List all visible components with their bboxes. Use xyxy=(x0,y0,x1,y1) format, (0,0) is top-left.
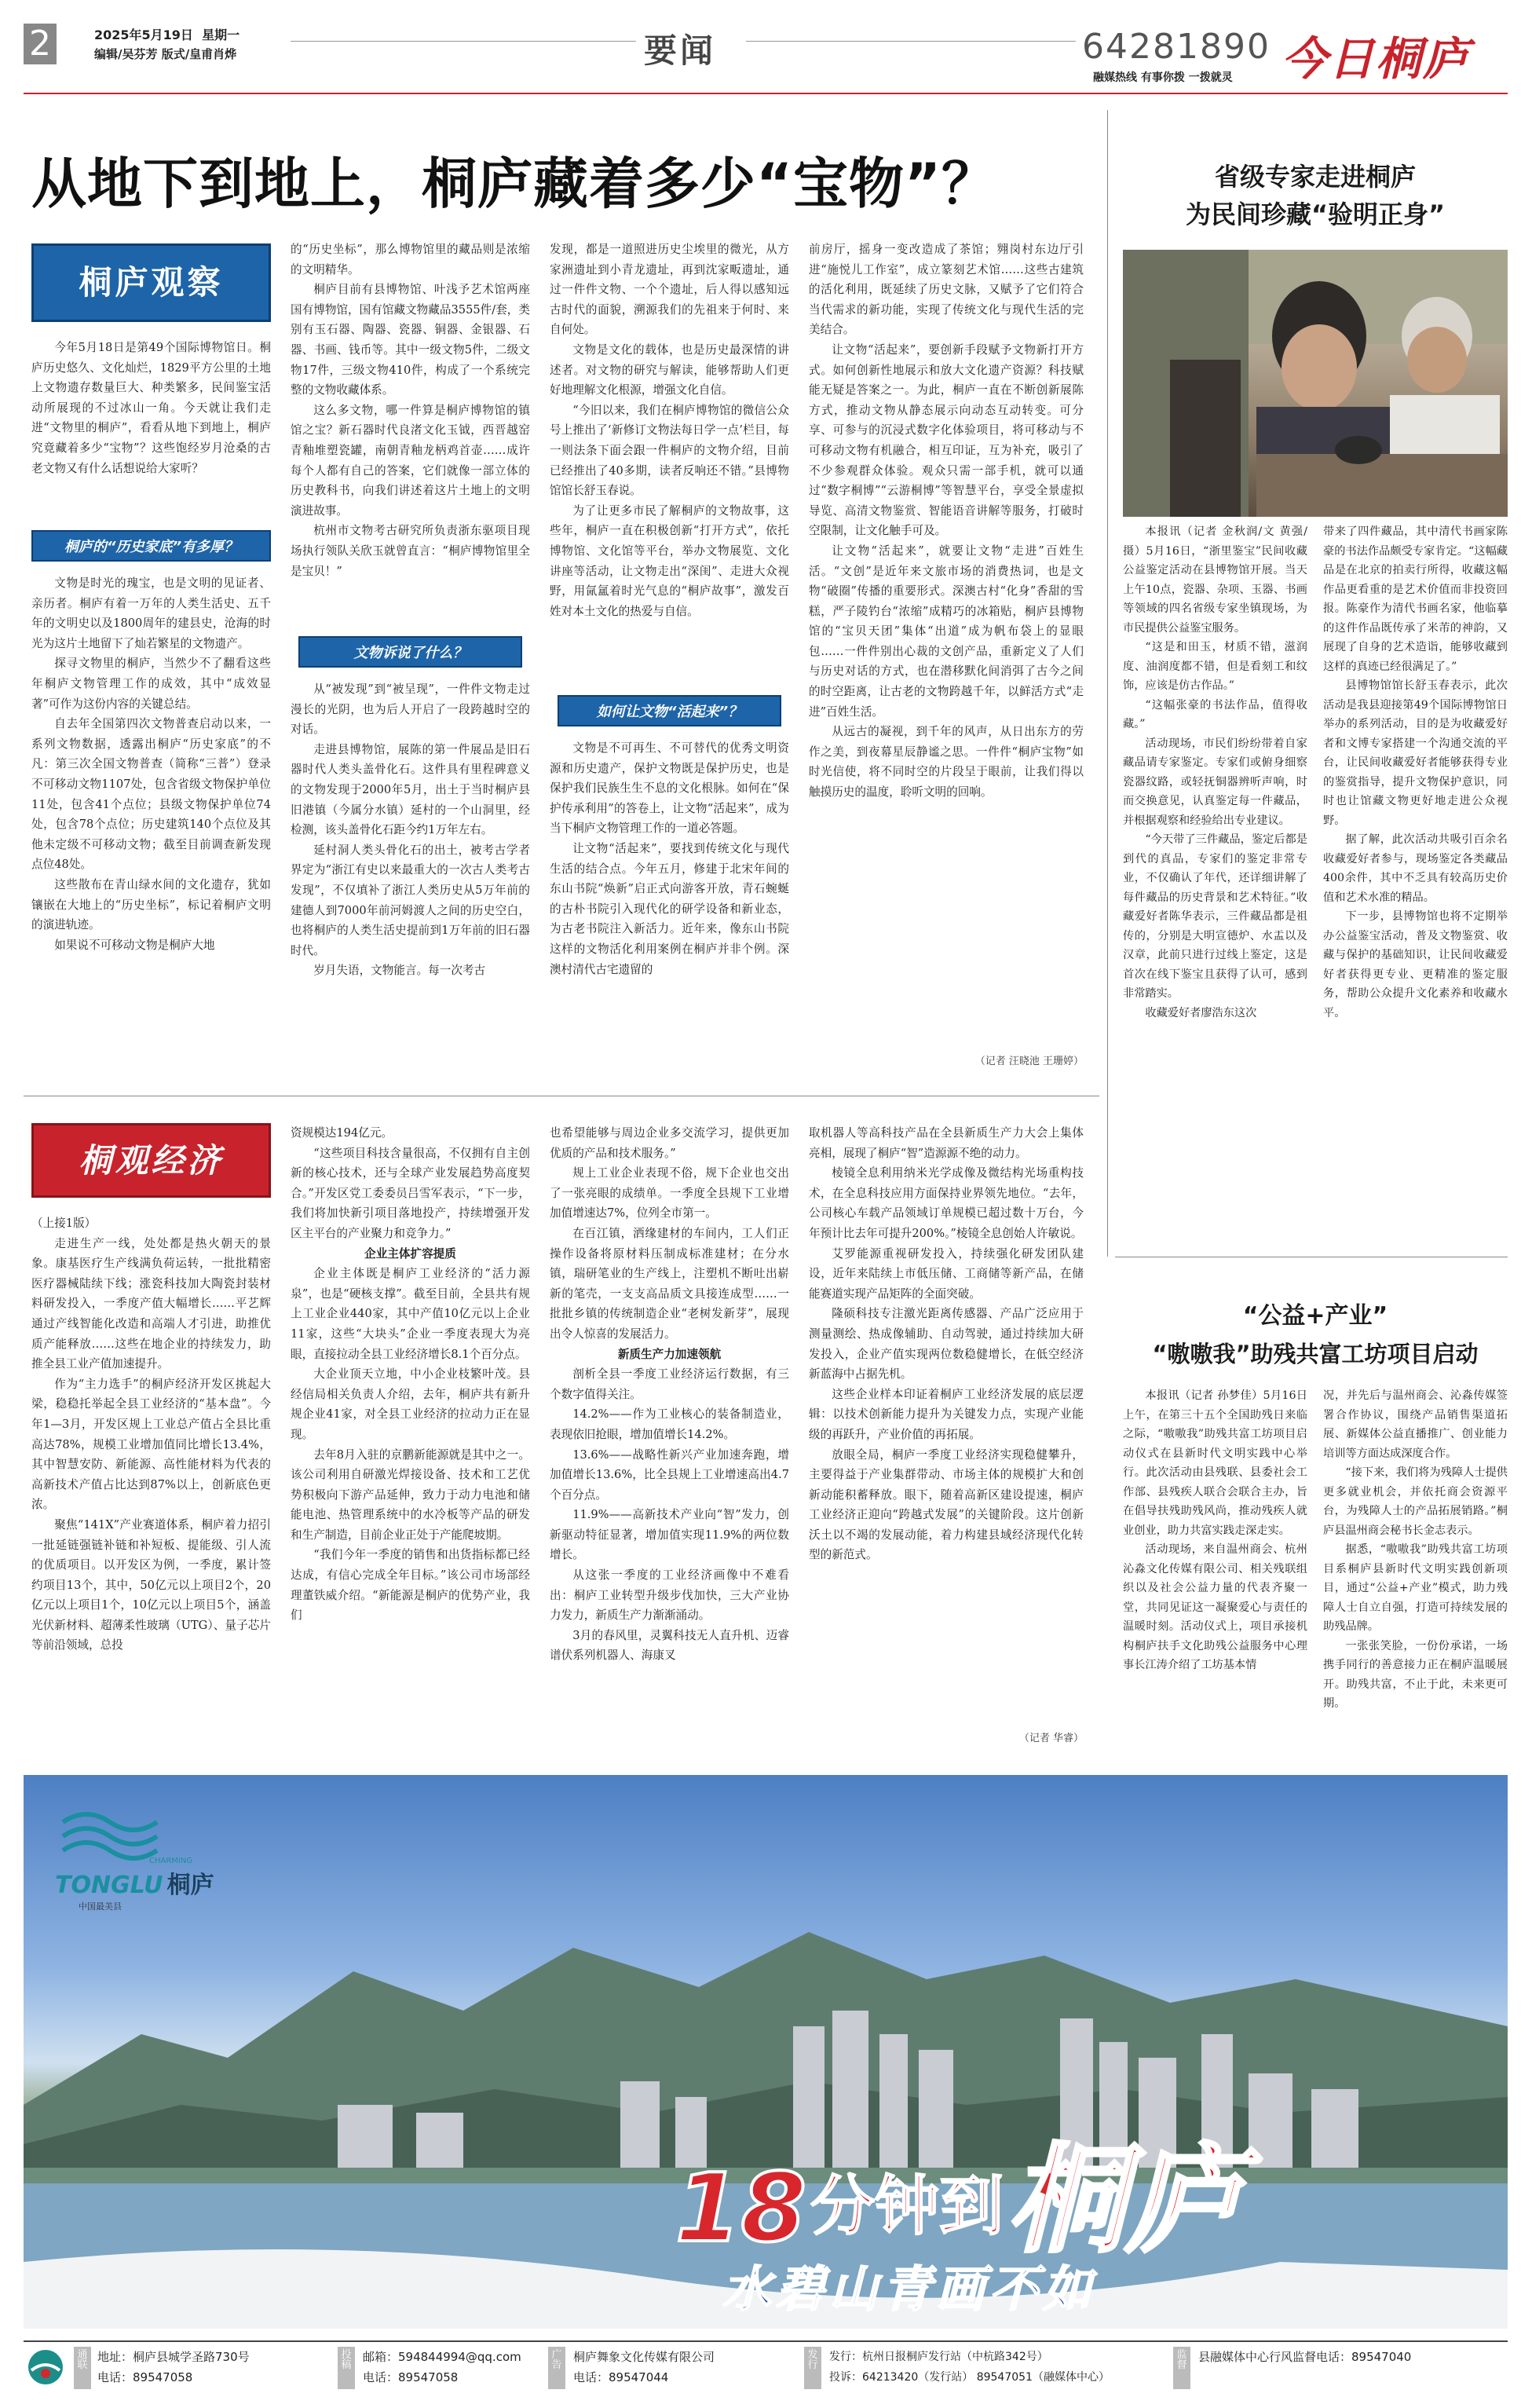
masthead-divider xyxy=(24,93,1508,94)
side1-headline-1: 省级专家走进桐庐 xyxy=(1214,162,1416,192)
lead-subhead-1: 桐庐的“历史家底”有多厚？ xyxy=(31,530,271,562)
econ-col-1: （上接1版） 走进生产一线，处处都是热火朝天的景象。康基医疗生产线满负荷运转，一批批精密医疗器械陆续下线；涨瓷科技加大陶瓷封装材料研发投入，一季度产值大幅增长……平艺辉通过产线智能化改造和高端人才引进，助推优质产能释放……这些在地企业的持续发力，助推全县工业产值加速提升。 作为“主力选手”的桐庐经济开发区挑起大梁，稳稳托举起全县工业经济的“基本盘”。今年1—3月，开发区规上工业总产值占全县比重高达78%，规模工业增加值同比增长13.4%，其中智慧安防、新能源、高性能材料为代表的高新技术产值占比达到87%以上，创新底色更浓。 聚焦“141X”产业赛道体系，桐庐着力招引一批延链强链补链和补短板、提能级、引人流的优质项目。以开发区为例，一季度，累计签约项目13个，其中，50亿元以上项目2个，20亿元以上项目1个，10亿元以上项目5个，涵盖光伏新材料、超薄柔性玻璃（UTG）、量子芯片等前沿领域，总投 xyxy=(31,1217,271,1652)
lead-byline: （记者 汪晓池 王珊婷） xyxy=(974,1056,1084,1067)
footer-phone: 电话：89547058 xyxy=(97,2370,193,2384)
masthead-rule-right xyxy=(746,41,1076,42)
footer-phone-2: 电话：89547058 xyxy=(363,2370,459,2384)
lead-subhead-3: 如何让文物“活起来”？ xyxy=(558,695,781,726)
ad-brand-block xyxy=(55,1806,259,1924)
footer-address: 地址：桐庐县城学圣路730号 xyxy=(97,2350,250,2364)
column-tag-economy: 桐观经济 xyxy=(31,1123,271,1198)
brand-waves-icon xyxy=(55,1806,173,1861)
paper-logo: 今日桐庐 xyxy=(1282,32,1471,86)
ad-brand-tagline: 中国最美县 xyxy=(79,1901,122,1912)
column-divider xyxy=(1107,110,1108,1257)
lead-col-2b: 从“被发现”到“被呈现”，一件件文物走过漫长的光阴，也为后人开启了一段跨越时空的对话。 走进县博物馆，展陈的第一件展品是旧石器时代人类头盖骨化石。这件具有里程碑意义的文物发现于2000年5月，出土于当时桐庐县旧港镇（今属分水镇）延村的一个山洞里，经检测，该头盖骨化石距今约1万年左右。 延村洞人类头骨化石的出土，被考古学者界定为“浙江有史以来最重大的一次古人类考古发现”，不仅填补了浙江人类历史从5万年前的建德人到7000年前河姆渡人之间的历史空白，也将桐庐的人类生活史提前到1万年前的旧石器时代。 岁月失语，文物能言。每一次考古 xyxy=(291,683,530,978)
econ-col-3: 也希望能够与周边企业多交流学习，提供更加优质的产品和技术服务。” 规上工业企业表现不俗，规下企业也交出了一张亮眼的成绩单。一季度全县规下工业增加值增速达7%，位列全市第一。 在百江镇，洒缘建材的车间内，工人们正操作设备将原材料压制成标准建材；在分水镇，瑞研笔业的生产线上，注塑机不断吐出崭新的笔壳，一支支高品质文具接连成型……一批批乡镇的传统制造企业“老树发新芽”，展现出令人惊喜的发展活力。 新质生产力加速领航 剖析全县一季度工业经济运行数据，有三个数字值得关注。 14.2%——作为工业核心的装备制造业，表现依旧抢眼，增加值增长14.2%。 13.6%——战略性新兴产业加速奔跑，增加值增长13.6%，比全县规上工业增速高出4.7个百分点。 11.9%——高新技术产业向“智”发力，创新驱动特征显著，增加值实现11.9%的两位数增长。 从这张一季度的工业经济画像中不难看出：桐庐工业转型升级步伐加快，三大产业协力发力，新质生产力渐渐涌动。 3月的春风里，灵翼科技无人直升机、迈睿谱伏系列机器人、海康叉 xyxy=(550,1126,789,1663)
side2-col-b: 况，并先后与温州商会、沁淼传媒签署合作协议，围绕产品销售渠道拓展、新媒体公益直播推广、创业能力培训等方面达成深度合作。 “接下来，我们将为残障人士提供更多就业机会，并依托商会资源平台，为残障人士的产品拓展销路。”桐庐县温州商会秘书长金志表示。 据悉，“嗷嗷我”助残共富工坊项目系桐庐县新时代文明实践创新项目，通过“公益+产业”模式，助力残障人士自立自强，打造可持续发展的助残品牌。 一张张笑脸，一份份承诺，一场携手同行的善意接力正在桐庐温暖展开。助残共富，不止于此，未来更可期。 xyxy=(1323,1389,1508,1710)
lead-col-3b: 文物是不可再生、不可替代的优秀文明资源和历史遗产，保护文物既是保护历史，也是保护我们民族生生不息的文化根脉。如何在“保护传承利用”的答卷上，让文物“活起来”，成为当下桐庐文物管理工作的一道必答题。 让文物“活起来”，要找到传统文化与现代生活的结合点。今年五月，修建于北宋年间的东山书院“焕新”启正式向游客开放，青石蜿蜒的古朴书院引入现代化的研学设备和新业态，为古老书院注入新活力。近年来，像东山书院这样的文物活化利用案例在桐庐并非个例。深澳村清代古宅遗留的 xyxy=(550,741,789,976)
tourism-ad-banner xyxy=(24,1775,1508,2329)
issue-date: 2025年5月19日 星期一 xyxy=(94,27,240,42)
section-name: 要闻 xyxy=(644,31,717,70)
lead-col-2a: 的“历史坐标”，那么博物馆里的藏品则是浓缩的文明精华。 桐庐目前有县博物馆、叶浅予艺术馆两座国有博物馆，国有馆藏文物藏品3555件/套，类别有玉石器、陶器、瓷器、铜器、金银器、石器、书画、钱币等。其中一级文物5件，二级文物17件，三级文物410件，构成了一个系统完整的文物收藏体系。 这么多文物，哪一件算是桐庐博物馆的镇馆之宝？新石器时代良渚文化玉钺，西晋越窑青釉堆塑瓷罐，南朝青釉龙柄鸡首壶……成许每个人都有自己的答案，它们就像一部立体的历史教科书，向我们讲述着这片土地上的文明演进故事。 杭州市文物考古研究所负责浙东驱项目现场执行领队关欣玉就曾直言：“桐庐博物馆里全是宝贝！” xyxy=(291,243,530,578)
footer-tag-submission: 投稿 xyxy=(338,2347,355,2389)
footer-tag-supervision: 监督 xyxy=(1173,2347,1190,2389)
footer-supervise: 县融媒体中心行风监督电话：89547040 xyxy=(1198,2350,1412,2364)
footer-delivery: 发行：杭州日报桐庐发行站（中杭路342号） xyxy=(829,2351,1048,2363)
page-number-box: 2 xyxy=(24,24,57,64)
footer-tag-ads: 广告 xyxy=(548,2347,565,2389)
lead-col-4: 前房厅，摇身一变改造成了茶馆；翙岗村东边厅引进“施悦儿工作室”，成立篆刻艺术馆……这些古建筑的活化利用，既延续了历史文脉，又赋予了它们符合当代需求的新功能，实现了传统文化与现代生活的完美结合。 让文物“活起来”，要创新手段赋予文物新打开方式。如何创新性地展示和放大文化遗产资源？科技赋能无疑是答案之一。为此，桐庐一直在不断创新展陈方式，推动文物从静态展示向动态互动转变。可分享、可参与的沉浸式数字化体验项目，将可移动与不可移动文物有机融合，相互印证，互为补充，吸引了不少参观群众体验。观众只需一部手机，就可以通过“数字桐博”“云游桐博”等智慧平台，享受全景虚拟导览、高清文物鉴赏、智能语音讲解等服务，打破时空限制，让文化触手可及。 让文物“活起来”，就要让文物“走进”百姓生活。“文创”是近年来文旅市场的消费热词，也是文物“破圈”传播的重要形式。深澳古村“化身”香甜的雪糕，严子陵钓台“浓缩”成精巧的冰箱贴，桐庐县博物馆的“宝贝天团”集体“出道”成为帆布袋上的显眼包……一件件别出心裁的文创产品，重新定义了人们与历史对话的方式，也在潜移默化间消弭了古今之间的时空距离，让古老的文物跨越千年，以鲜活方式“走进”百姓生活。 从远古的凝视，到千年的风声，从日出东方的劳作之美，到夜幕星辰静谧之思。一件件“桐庐宝物”如时光信使，将不同时空的片段呈于眼前，让我们得以触摸历史的温度，聆听文明的回响。 xyxy=(809,243,1084,800)
ad-brand-cn: 桐庐 xyxy=(166,1872,214,1899)
footer-email[interactable]: 邮箱：594844994@qq.com xyxy=(363,2350,521,2364)
econ-subhead-1: 企业主体扩容提质 xyxy=(364,1246,456,1261)
side1-col-b: 带来了四件藏品，其中清代书画家陈豪的书法作品颇受专家肯定。“这幅藏品是在北京的拍卖行所得，收藏这幅作品更看重的是艺术价值而非投资回报。陈豪作为清代书画名家，他临摹的这件作品既传承了米芾的神韵，又展现了自身的艺术造诣，能够收藏到这样的真迹已经很满足了。” 县博物馆馆长舒玉春表示，此次活动是我县迎接第49个国际博物馆日举办的系列活动，目的是为收藏爱好者和文博专家搭建一个沟通交流的平台，让民间收藏爱好者能够获得专业的鉴赏指导，提升文物保护意识，同时也让馆藏文物更好地走进公众视野。 据了解，此次活动共吸引百余名收藏爱好者参与，现场鉴定各类藏品400余件，其中不乏具有较高历史价值和艺术水准的精品。 下一步，县博物馆也将不定期举办公益鉴宝活动，普及文物鉴赏、收藏与保护的基础知识，让民间收藏爱好者获得更专业、更精准的鉴定服务，帮助公众提升文化素养和收藏水平。 xyxy=(1323,525,1508,1019)
column-tag-tonglu-observation: 桐庐观察 xyxy=(31,243,271,322)
footer-tag-contact: 通联 xyxy=(74,2347,91,2389)
lead-col-3a: 发现，都是一道照进历史尘埃里的微光，从方家洲遗址到小青龙遗址，再到沈家畈遗址，通过一件件文物、一个个遗址，后人得以感知远古时代的面貌，溯源我们的先祖来于何时、来自何处。 文物是文化的载体，也是历史最深情的讲述者。对文物的研究与解读，能够帮助人们更好地理解文化根源，增强文化自信。 “今旧以来，我们在桐庐博物馆的微信公众号上推出了‘新修订文物法每日学一点’栏目，每一则法条下面会跟一件桐庐的文物介绍，目前已经推出了40多期，读者反响还不错。”县博物馆馆长舒玉春说。 为了让更多市民了解桐庐的文物故事，这些年，桐庐一直在积极创新“打开方式”，依托博物馆、文化馆等平台，举办文物展览、文化讲座等活动，让文物走出“深闺”、走进大众视野，用氤氲着时光气息的“桐庐故事”，激发百姓对本土文化的热爱与自信。 xyxy=(550,243,789,618)
ad-slogan: 水碧山青画不如 xyxy=(722,2260,1097,2318)
ad-brand-name: TONGLU xyxy=(55,1872,163,1899)
footer-delivery-phone: 投诉：64213420（发行站） 89547051（融媒体中心） xyxy=(829,2371,1110,2384)
media-center-logo-icon xyxy=(27,2348,64,2386)
footer-ad-phone: 电话：89547044 xyxy=(573,2370,669,2384)
ad-headline-text: 分钟到 xyxy=(810,2169,1004,2244)
lead-headline: 从地下到地上，桐庐藏着多少“宝物”？ xyxy=(31,152,998,216)
econ-col-2: 资规模达194亿元。 “这些项目科技含量很高，不仅拥有自主创新的核心技术，还与全球产业发展趋势高度契合。”开发区党工委委员吕雪军表示，“下一步，我们将加快新引项目落地投产，持续增强开发区主平台的产业聚力和竞争力。” 企业主体扩容提质 企业主体既是桐庐工业经济的“活力源泉”，也是“硬核支撑”。截至目前，全县共有规上工业企业440家，其中产值10亿元以上企业11家，这些“大块头”企业一季度表现大为亮眼，直接拉动全县工业经济增长8.1个百分点。 大企业顶天立地，中小企业枝繁叶茂。县经信局相关负责人介绍，去年，桐庐共有新升规企业41家，对全县工业经济的拉动力正在显现。 去年8月入驻的京鹏新能源就是其中之一。该公司利用自研激光焊接设备、技术和工艺优势积极向下游产品延伸，致力于动力电池和储能电池、热管理系统中的水冷板等产品的研发和生产制造，目前企业正处于产能爬坡期。 “我们今年一季度的销售和出货指标都已经达成，有信心完成全年目标。”该公司市场部经理董铁威介绍。“新能源是桐庐的优势产业，我们 xyxy=(291,1126,530,1623)
lead-col-1b: 文物是时光的瑰宝，也是文明的见证者、亲历者。桐庐有着一万年的人类生活史、五千年的文明史以及1800周年的建县史，沧海的时光为这片土地留下了灿若繁星的文物遗产。 探寻文物里的桐庐，当然少不了翻看这些年桐庐文物管理工作的成效，其中“成效显著”可作为这份内容的关键总结。 自去年全国第四次文物普查启动以来，一系列文物数据，透露出桐庐“历史家底”的不凡：第三次全国文物普查（简称“三普”）登录不可移动文物1107处，包含省级文物保护单位11处，包含41个点位；县级文物保护单位74处，包含78个点位；历史建筑140个点位及其他未定级不可移动文物；截至目前调查新发现点位48处。 这些散布在青山绿水间的文化遗存，犹如镶嵌在大地上的“历史坐标”，标记着桐庐文明的演进轨迹。 如果说不可移动文物是桐庐大地 xyxy=(31,576,271,952)
ad-headline xyxy=(675,2105,1243,2274)
econ-col-4: 取机器人等高科技产品在全县新质生产力大会上集体亮相，展现了桐庐“智”造源源不绝的动力。 棱镜全息利用纳米光学成像及微结构光场重构技术，在全息科技应用方面保持业界领先地位。“去年，公司核心车载产品领域订单规模已超过数十万台，今年预计比去年可提升200%。”棱镜全息创始人许敏说。 艾罗能源重视研发投入，持续强化研发团队建设，近年来陆续上市低压储、工商储等新产品，在储能赛道实现产品矩阵的全面突破。 隆硕科技专注激光距离传感器、产品广泛应用于测量测绘、热成像辅助、自动驾驶，通过持续加大研发投入，企业产值实现两位数稳健增长，在低空经济新蓝海中占据先机。 这些企业样本印证着桐庐工业经济发展的底层逻辑：以技术创新能力提升为关键发力点，实现产业能级的再跃升，产业价值的再拓展。 放眼全局，桐庐一季度工业经济实现稳健攀升，主要得益于产业集群带动、市场主体的规模扩大和创新动能积蓄释放。眼下，随着高新区建设提速，桐庐工业经济正迎向“跨越式发展”的关键阶段。这片创新沃土以不竭的发展动能，着力构建县域经济现代化转型的新范式。 xyxy=(809,1126,1084,1562)
lead-col-1a: 今年5月18日是第49个国际博物馆日。桐庐历史悠久、文化灿烂，1829平方公里的土地上文物遗存数量巨大、种类繁多，民间鉴宝活动所展现的不过冰山一角。今天就让我们走进“文物里的桐庐”，看看从地下到地上，桐庐究竟藏着多少“宝物”？这些饱经岁月沧桑的古老文物又有什么话想说给大家听？ xyxy=(31,341,271,475)
hotline-slogan: 融媒热线 有事你拨 一拨就灵 xyxy=(1093,71,1233,84)
ad-brand-en: CHARMING xyxy=(149,1857,193,1865)
side2-col-a: 本报讯（记者 孙梦佳）5月16日上午，在第三十五个全国助残日来临之际，“嗷嗷我”助残共富工坊项目启动仪式在县新时代文明实践中心举行。此次活动由县残联、县委社会工作部、县残疾人联合会联合主办，旨在倡导扶残助残风尚，推动残疾人就业创业，助力共富实践走深走实。 活动现场，来自温州商会、杭州沁淼文化传媒有限公司、相关残联组织以及社会公益力量的代表齐聚一堂，共同见证这一凝聚爱心与责任的温暖时刻。活动仪式上，项目承接机构桐庐扶手文化助残公益服务中心理事长江涛介绍了工坊基本情 xyxy=(1123,1389,1307,1671)
footer-ad-company: 桐庐舞象文化传媒有限公司 xyxy=(573,2350,715,2364)
econ-byline: （记者 华睿） xyxy=(1018,1733,1084,1744)
appraisal-photo xyxy=(1123,250,1508,517)
side1-col-a: 本报讯（记者 金秋润/文 黄强/摄）5月16日，“浙里鉴宝”民间收藏公益鉴定活动在县博物馆开展。当天上午10点，瓷器、杂项、玉器、书画等领域的四名省级专家坐镇现场，为市民提供公益鉴宝服务。 “这是和田玉，材质不错，滋润度、油润度都不错，但是看刻工和纹饰，应该是仿古作品。” “这幅张豪的书法作品，值得收藏。” 活动现场，市民们纷纷带着自家藏品请专家鉴定。专家们或俯身细察瓷器纹路，或轻抚铜器辨听声响，时而交换意见，认真鉴定每一件藏品，并根据观察和经验给出专业建议。 “今天带了三件藏品，鉴定后都是到代的真品，专家们的鉴定非常专业，不仅确认了年代，还详细讲解了每件藏品的历史背景和艺术特征。”收藏爱好者陈华表示，三件藏品都是祖传的，分别是大明宣德炉、水盂以及汉章，此前只进行过线上鉴定，这是首次在线下鉴宝且获得了认可，感到非常踏实。 收藏爱好者廖浩东这次 xyxy=(1123,525,1307,1019)
econ-subhead-2: 新质生产力加速领航 xyxy=(617,1347,722,1361)
lead-subhead-2: 文物诉说了什么？ xyxy=(298,636,522,668)
footer-tag-distribution: 发行 xyxy=(804,2347,821,2389)
masthead-rule-left xyxy=(291,41,636,42)
side2-headline-1: “公益+产业” xyxy=(1242,1302,1388,1330)
side2-headline-2: “嗷嗷我”助残共富工坊项目启动 xyxy=(1152,1341,1479,1367)
ad-headline-number: 18 xyxy=(675,2154,806,2263)
side1-headline-2: 为民间珍藏“验明正身” xyxy=(1185,199,1446,229)
editor-credits: 编辑/吴芬芳 版式/皇甫肖烨 xyxy=(94,47,237,61)
ad-headline-city: 桐庐 xyxy=(1007,2131,1244,2269)
footer xyxy=(24,2340,1508,2392)
hotline-number: 64281890 xyxy=(1082,27,1271,67)
